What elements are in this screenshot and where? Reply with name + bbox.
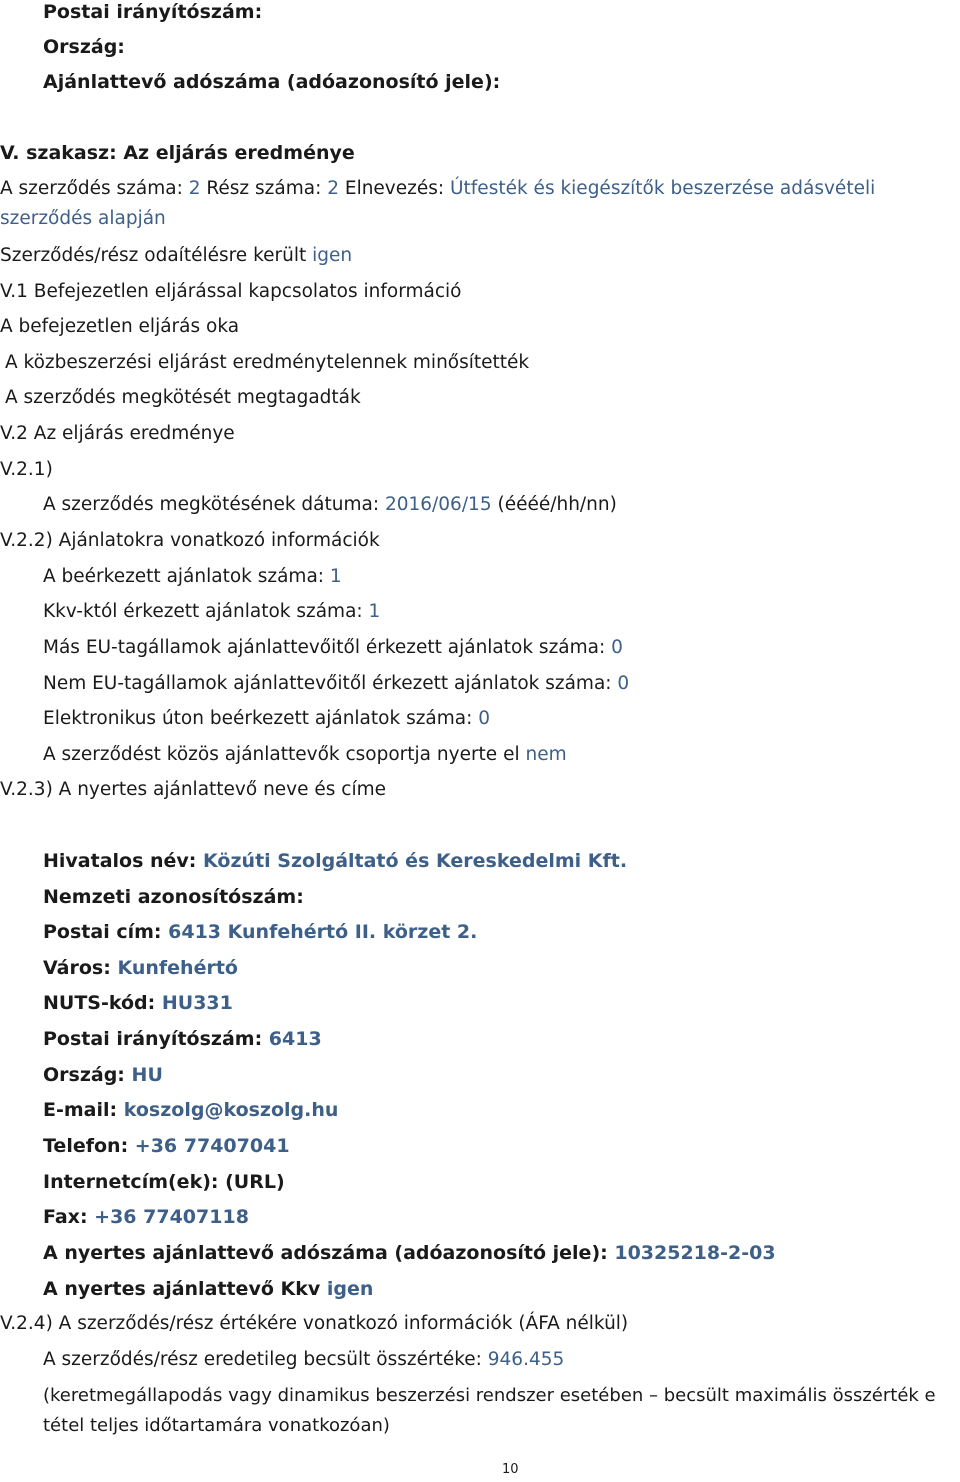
v21-title: V.2.1): [0, 459, 53, 480]
winner-tax-label: A nyertes ajánlattevő adószáma (adóazonosító jele):: [43, 1242, 608, 1264]
non-eu-tenders-label: Nem EU-tagállamok ajánlattevőitől érkezett ajánlatok száma:: [43, 673, 612, 694]
v23-title: V.2.3) A nyertes ajánlattevő neve és címe: [0, 779, 387, 800]
city-label: Város:: [43, 957, 111, 979]
awarded-value: igen: [312, 245, 353, 266]
electronic-tenders-value: 0: [478, 708, 491, 729]
v1-option-refused: A szerződés megkötését megtagadták: [5, 387, 361, 408]
contract-name-value-cont: szerződés alapján: [0, 208, 166, 229]
country-label: Ország:: [43, 36, 125, 58]
fax-label: Fax:: [43, 1206, 88, 1228]
winner-tax-value: 10325218-2-03: [614, 1242, 776, 1264]
group-award-value: nem: [525, 744, 567, 765]
url-label: Internetcím(ek): (URL): [43, 1171, 285, 1193]
awarded-line: [0, 244, 352, 268]
postal-address-line: [43, 920, 477, 944]
nuts-label: NUTS-kód:: [43, 992, 156, 1014]
phone-label: Telefon:: [43, 1135, 129, 1157]
eu-tenders-value: 0: [611, 637, 623, 658]
postal-address-label: Postai cím:: [43, 921, 162, 943]
winner-postal-code-line: [43, 1027, 322, 1051]
framework-note-line1: (keretmegállapodás vagy dinamikus beszerzési rendszer esetében – becsült maximális összérték e: [43, 1385, 936, 1406]
tenders-received-label: A beérkezett ajánlatok száma:: [43, 566, 325, 587]
awarded-label: Szerződés/rész odaítélésre került: [0, 245, 307, 266]
official-name-line: [43, 849, 627, 873]
winner-country-value: HU: [131, 1064, 163, 1086]
electronic-tenders-line: [43, 707, 490, 731]
sme-tenders-line: [43, 600, 380, 624]
phone-value: +36 77407041: [134, 1135, 290, 1157]
winner-country-line: [43, 1063, 163, 1087]
v2-title: V.2 Az eljárás eredménye: [0, 423, 235, 444]
v24-title: V.2.4) A szerződés/rész értékére vonatkozó információk (ÁFA nélkül): [0, 1313, 629, 1334]
section-title: V. szakasz: Az eljárás eredménye: [0, 142, 355, 164]
winner-sme-line: [43, 1277, 373, 1301]
estimated-value-line: [43, 1348, 564, 1372]
winner-postal-code-label: Postai irányítószám:: [43, 1028, 263, 1050]
tax-id-label: Ajánlattevő adószáma (adóazonosító jele):: [43, 71, 501, 93]
fax-line: [43, 1205, 249, 1229]
email-label: E-mail:: [43, 1099, 118, 1121]
v22-title: V.2.2) Ajánlatokra vonatkozó információk: [0, 530, 380, 551]
page-number: 10: [502, 1462, 519, 1477]
email-line: [43, 1098, 338, 1122]
framework-note-line2: tétel teljes időtartamára vonatkozóan): [43, 1415, 390, 1436]
winner-sme-value: igen: [326, 1278, 374, 1300]
nuts-value: HU331: [161, 992, 233, 1014]
part-no-label: Rész száma:: [206, 178, 322, 199]
v1-option-unsuccessful: A közbeszerzési eljárást eredménytelennek minősítették: [5, 352, 530, 373]
postal-address-value: 6413 Kunfehértó II. körzet 2.: [168, 921, 478, 943]
winner-tax-line: [43, 1241, 776, 1265]
email-value[interactable]: koszolg@koszolg.hu: [123, 1099, 339, 1121]
tenders-received-value: 1: [329, 566, 342, 587]
contract-date-label: A szerződés megkötésének dátuma:: [43, 494, 380, 515]
non-eu-tenders-value: 0: [617, 673, 630, 694]
tenders-received-line: [43, 565, 342, 589]
fax-value: +36 77407118: [94, 1206, 249, 1228]
electronic-tenders-label: Elektronikus úton beérkezett ajánlatok száma:: [43, 708, 473, 729]
city-value: Kunfehértó: [117, 957, 238, 979]
national-id-label: Nemzeti azonosítószám:: [43, 886, 304, 908]
contract-date-line: [43, 493, 617, 517]
contract-no-value: 2: [188, 178, 201, 199]
winner-sme-label: A nyertes ajánlattevő Kkv: [43, 1278, 321, 1300]
group-award-line: [43, 743, 567, 767]
non-eu-tenders-line: [43, 672, 629, 696]
part-no-value: 2: [327, 178, 339, 199]
estimated-value: 946.455: [487, 1349, 565, 1370]
v1-title: V.1 Befejezetlen eljárással kapcsolatos információ: [0, 281, 462, 302]
nuts-line: [43, 991, 233, 1015]
estimated-value-label: A szerződés/rész eredetileg becsült összértéke:: [43, 1349, 482, 1370]
city-line: [43, 956, 238, 980]
eu-tenders-line: [43, 636, 623, 660]
contract-no-label: A szerződés száma:: [0, 178, 183, 199]
official-name-label: Hivatalos név:: [43, 850, 197, 872]
official-name-value: Közúti Szolgáltató és Kereskedelmi Kft.: [203, 850, 628, 872]
winner-country-label: Ország:: [43, 1064, 125, 1086]
contract-info-line: [0, 177, 875, 201]
group-award-label: A szerződést közös ajánlattevők csoportja nyerte el: [43, 744, 520, 765]
contract-name-value: Útfesték és kiegészítők beszerzése adásvételi: [450, 178, 876, 199]
contract-date-value: 2016/06/15: [384, 494, 492, 515]
postal-code-label: Postai irányítószám:: [43, 1, 263, 23]
eu-tenders-label: Más EU-tagállamok ajánlattevőitől érkezett ajánlatok száma:: [43, 637, 606, 658]
contract-name-label: Elnevezés:: [344, 178, 445, 199]
sme-tenders-value: 1: [368, 601, 381, 622]
phone-line: [43, 1134, 290, 1158]
v1-reason: A befejezetlen eljárás oka: [0, 316, 240, 337]
winner-postal-code-value: 6413: [268, 1028, 322, 1050]
sme-tenders-label: Kkv-któl érkezett ajánlatok száma:: [43, 601, 363, 622]
contract-date-format: (éééé/hh/nn): [497, 494, 617, 515]
